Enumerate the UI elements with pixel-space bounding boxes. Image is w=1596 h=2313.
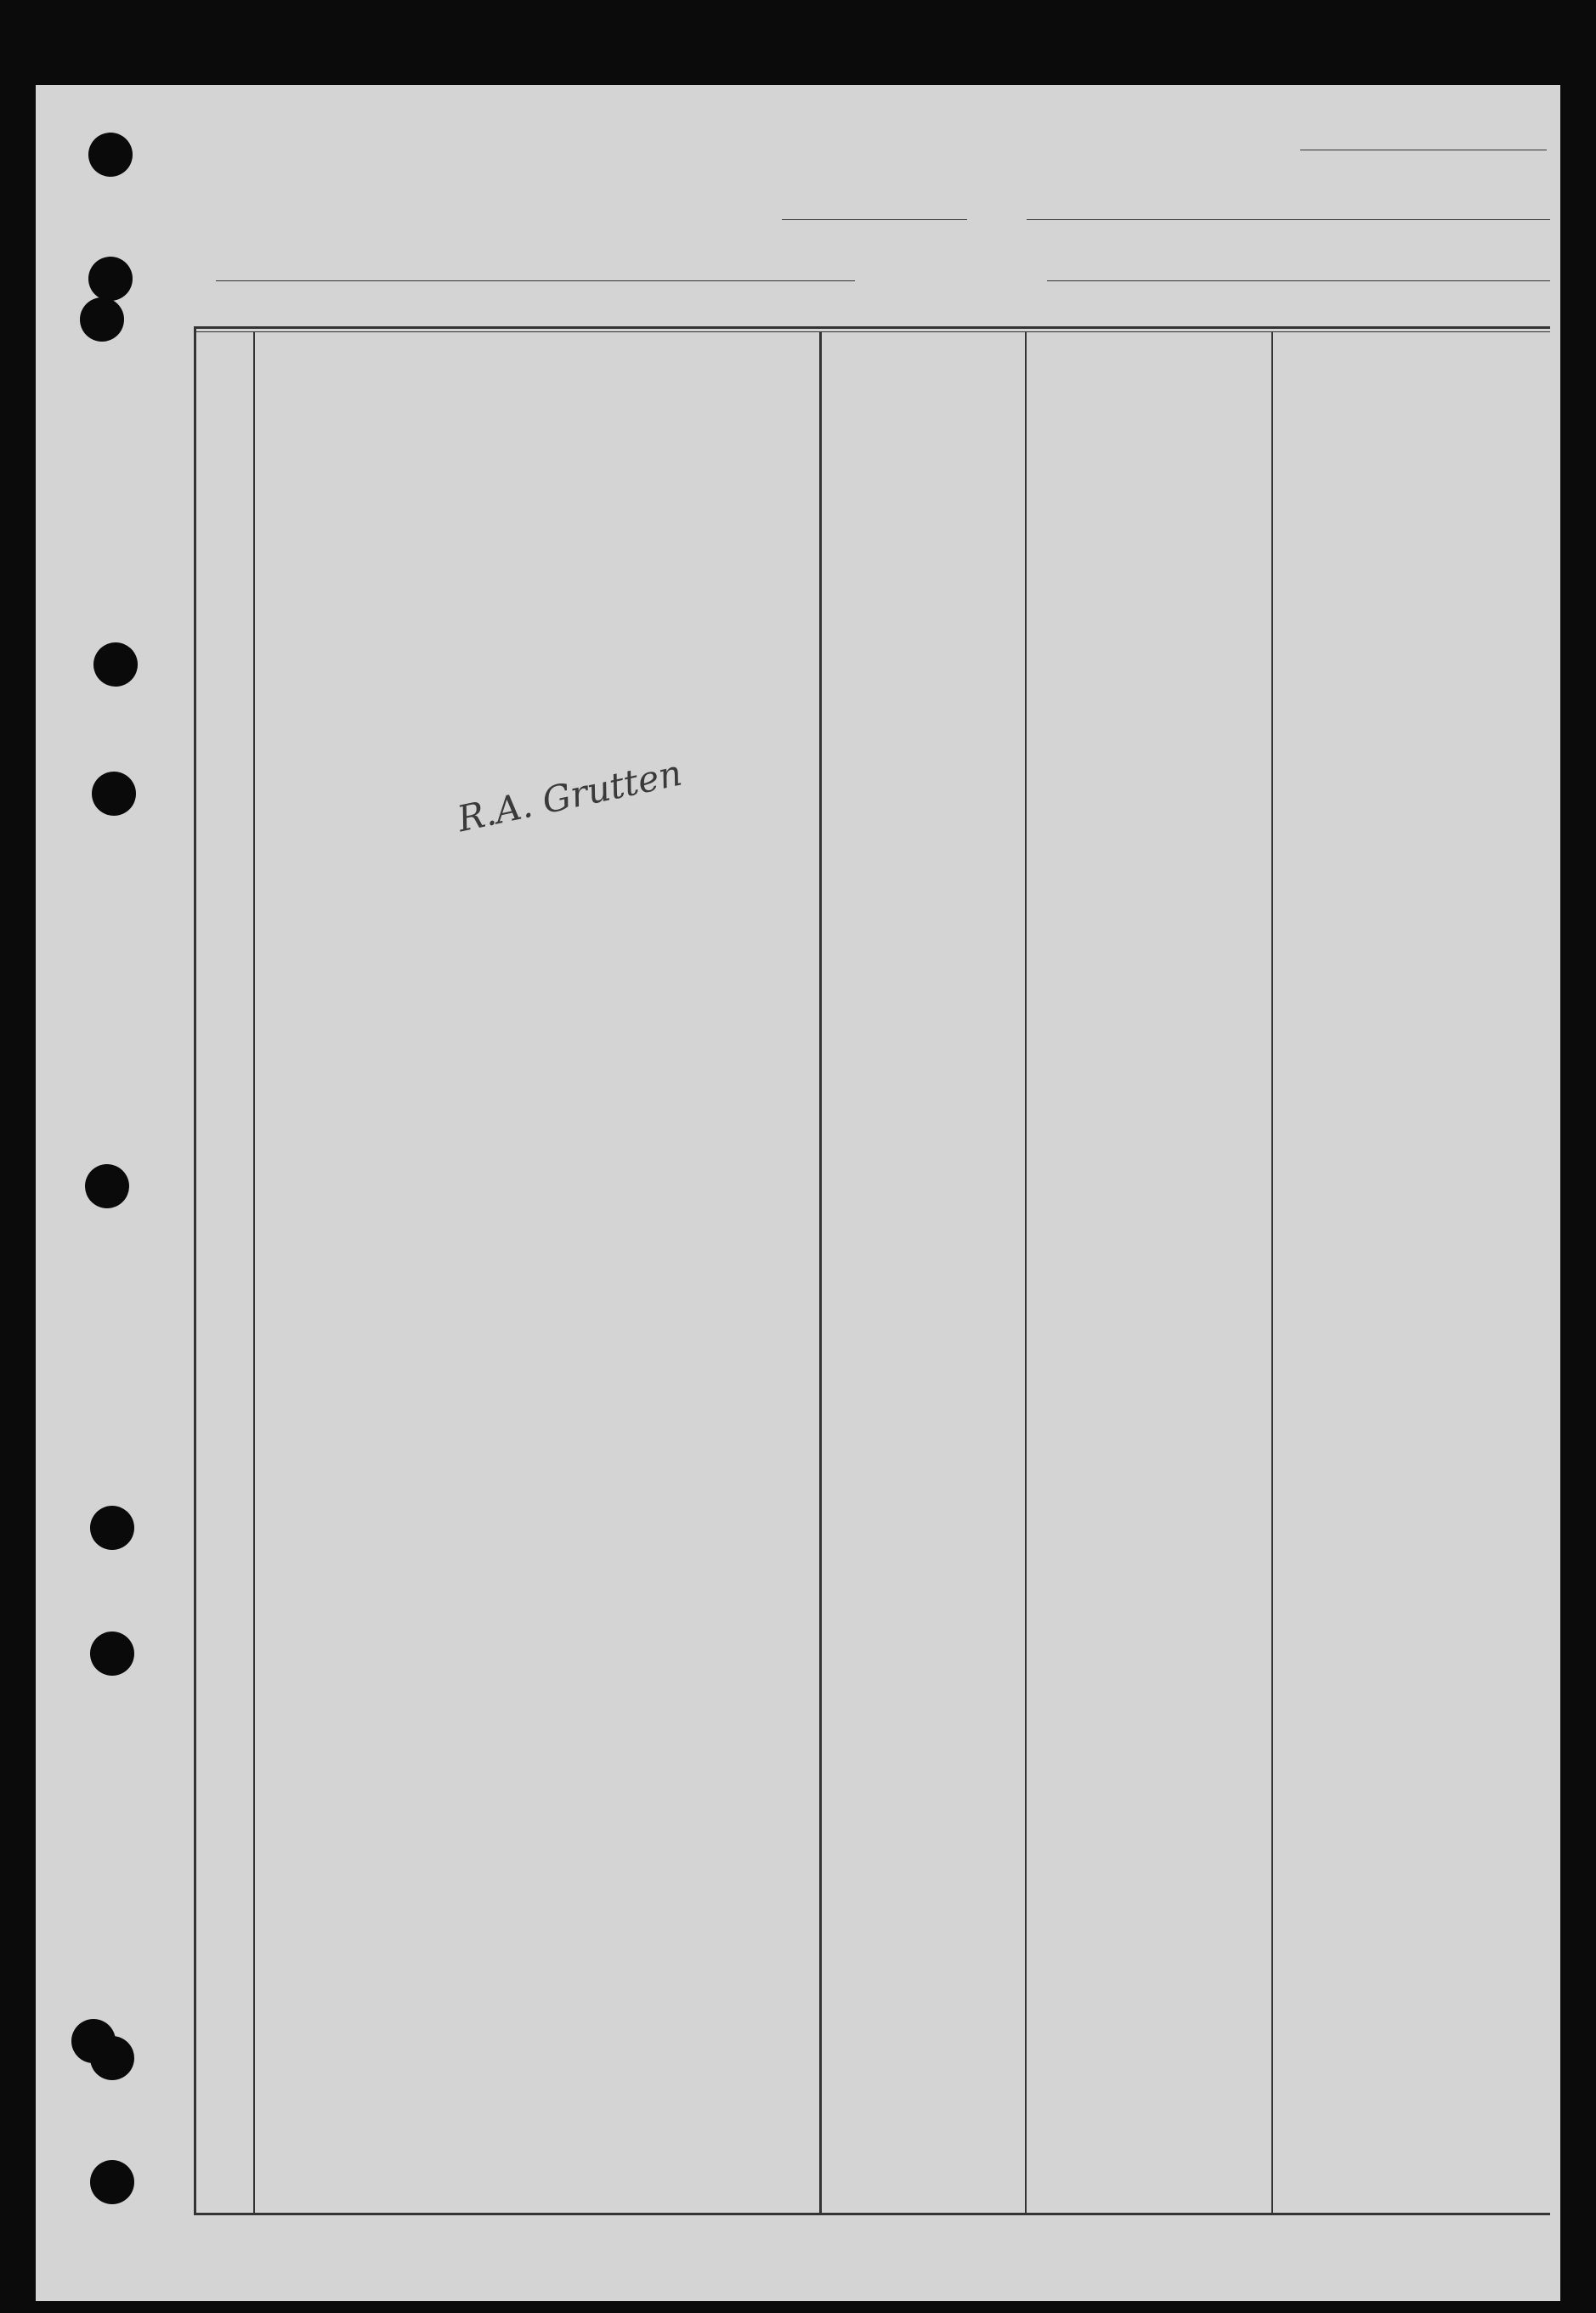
doc-divider — [1025, 331, 1027, 2214]
punch-hole — [90, 1506, 134, 1550]
table-top-border — [194, 326, 1550, 329]
inspector-signature: R.A. Grutten — [453, 751, 686, 840]
vessel-underline — [216, 280, 855, 281]
arriving-underline — [1047, 280, 1550, 281]
table-top-border-2 — [194, 331, 1550, 332]
punch-hole — [88, 257, 133, 301]
punch-hole — [80, 297, 124, 342]
punch-hole — [85, 1164, 129, 1208]
line-no-divider — [253, 331, 255, 2214]
manifest-page — [36, 85, 1560, 2301]
class-underline — [782, 219, 967, 220]
punch-hole — [90, 2036, 134, 2080]
punch-hole — [90, 1632, 134, 1676]
baggage-divider — [1271, 331, 1273, 2214]
punch-hole — [93, 642, 138, 687]
punch-hole — [90, 2160, 134, 2204]
table-bottom-border — [194, 2213, 1550, 2215]
from-underline — [1027, 219, 1550, 220]
name-divider — [819, 331, 822, 2214]
punch-hole — [92, 772, 136, 816]
table-left-border — [194, 326, 196, 2214]
punch-hole — [88, 133, 133, 177]
